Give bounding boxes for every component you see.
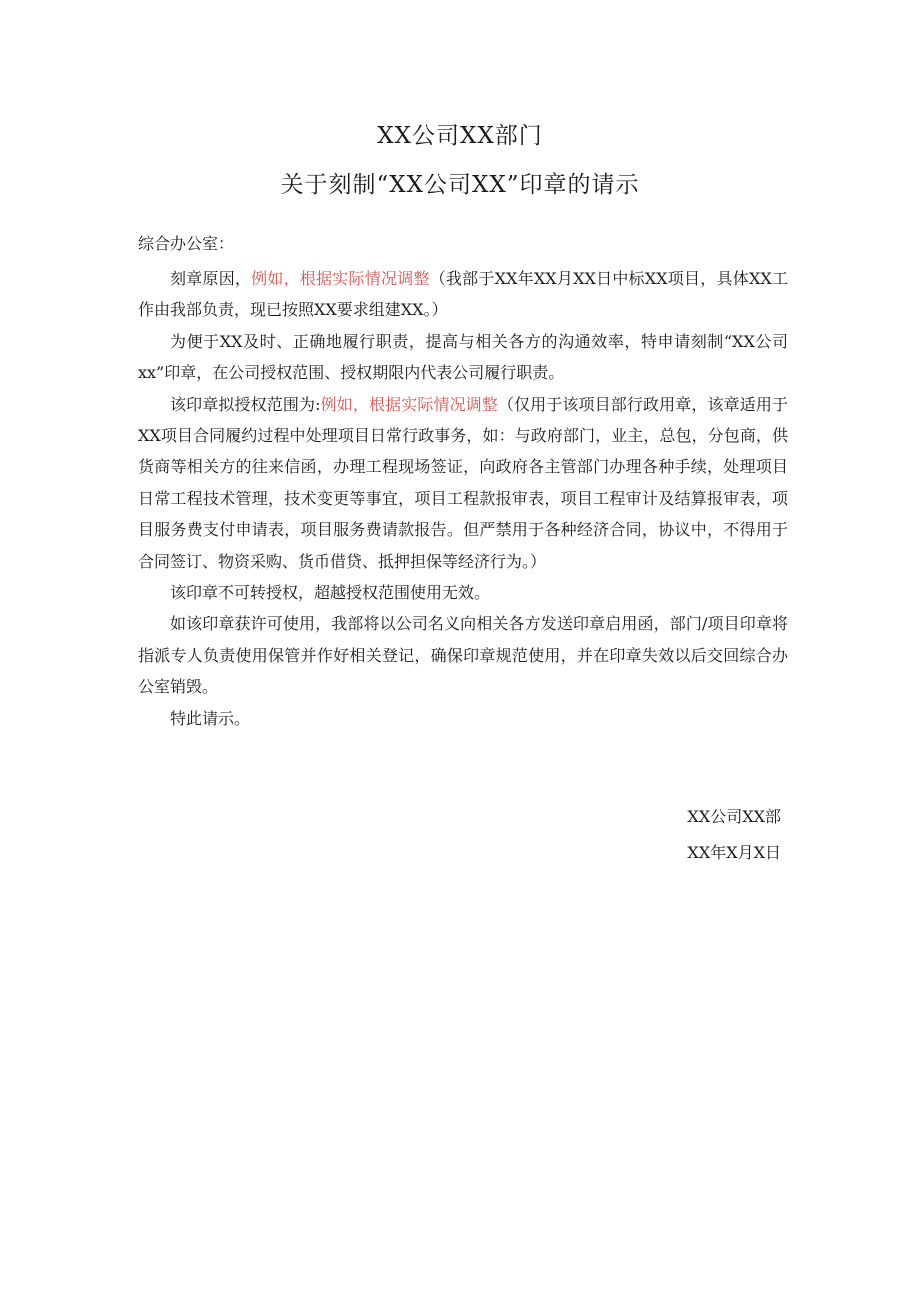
signature-department: XX公司XX部	[687, 807, 781, 826]
document-title-line2: 关于刻制“XX公司XX”印章的请示	[280, 172, 640, 198]
paragraph-text: （我部于XX年XX月XX日中标XX项目，具体XX工作由我部负责，现已按照XX要求组建XX。）	[138, 269, 788, 320]
paragraph-text: （仅用于该项目部行政用章，该章适用于XX项目合同履约过程中处理项目日常行政事务，如：与政府部门，业主，总包，分包商，供货商等相关方的往来信函，办理工程现场签证，向政府各主管部门办理各种手续，处理项目日常工程技术管理，技术变更等事宜，项目工程款报审表，项目工程审计及结算报审表，项目服务费支付申请表，项目服务费请款报告。但严禁用于各种经济合同，协议中，不得用于合同签订、物资采购、货币借贷、抵押担保等经济行为。）	[138, 394, 788, 571]
paragraph-lead: 该印章拟授权范围为:	[170, 394, 321, 414]
paragraph-reason	[138, 263, 788, 326]
placeholder-note: 例如，根据实际情况调整	[251, 269, 430, 288]
paragraph-usage	[138, 608, 788, 702]
paragraph-text: 为便于XX及时、正确地履行职责，提高与相关各方的沟通效率，特申请刻制“XX公司xx”印章，在公司授权范围、授权期限内代表公司履行职责。	[138, 331, 788, 383]
document-title-line1: XX公司XX部门	[377, 123, 543, 149]
signature-date: XX年X月X日	[687, 843, 781, 862]
paragraph-lead: 刻章原因，	[170, 269, 252, 288]
paragraph-closing	[138, 703, 788, 734]
paragraph-text: 该印章不可转授权，超越授权范围使用无效。	[170, 583, 491, 603]
addressee: 综合办公室：	[138, 234, 235, 253]
paragraph-purpose	[138, 326, 788, 389]
paragraph-text: 特此请示。	[170, 708, 251, 728]
paragraph-restriction	[138, 577, 788, 608]
paragraph-text: 如该印章获许可使用，我部将以公司名义向相关各方发送印章启用函，部门/项目印章将指派专人负责使用保管并作好相关登记，确保印章规范使用，并在印章失效以后交回综合办公室销毁。	[138, 614, 788, 697]
paragraph-scope	[138, 389, 788, 577]
placeholder-note: 例如，根据实际情况调整	[320, 394, 498, 414]
document-body	[138, 263, 788, 734]
